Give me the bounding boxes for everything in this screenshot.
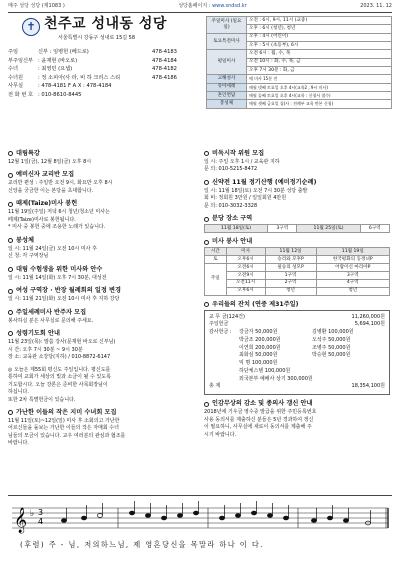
section-line: 님들의 모금이 있습니다. 교우 여러분의 관심과 협조를 xyxy=(8,432,126,439)
mass-service-section xyxy=(204,238,392,295)
contact-row xyxy=(8,74,204,83)
top-strip xyxy=(8,3,392,12)
bullet-icon xyxy=(204,402,209,407)
notice-taize xyxy=(8,200,198,231)
table-row xyxy=(205,256,390,264)
site-label: 성당홈페이지 : xyxy=(178,3,211,9)
bulletin-name: 매주 성당 성당 (제1083 ) xyxy=(8,3,65,9)
bullet-icon xyxy=(8,410,13,415)
offering-total xyxy=(209,383,385,391)
bullet-icon xyxy=(204,217,209,222)
donor: 박금조 200,000원 xyxy=(239,336,281,343)
donor: 하단체스텐 100,000원 xyxy=(239,367,291,374)
schedule-row xyxy=(207,50,392,58)
schedule-label: 토요특전미사 xyxy=(207,33,247,50)
schedule-value: 오전 10시 : 화, 수, 목, 금 xyxy=(247,58,392,66)
section-title: 우리들의 잔치 (연중 제31주일) xyxy=(212,300,299,308)
section-line: 문 의: 010-5215-8472 xyxy=(204,166,258,173)
notice-prayer-meeting xyxy=(8,330,198,361)
table-cell: 청년 xyxy=(265,287,316,295)
section-title: 성령기도회 안내 xyxy=(16,330,60,338)
donor: 최화심 50,000원 xyxy=(239,352,278,359)
donor: 박승현 50,000원 xyxy=(312,352,351,359)
bullet-icon xyxy=(204,151,209,156)
district-section xyxy=(204,215,392,233)
section-line: 일 시: 11월 18일(토) 오전 7시 30분 성당 출발 xyxy=(204,187,308,194)
notice-advent-lecture xyxy=(8,150,198,166)
table-cell: 주일 xyxy=(205,264,227,296)
section-line: 11월 19일(주일) 저녁 6시 청년/청소년 미사는 xyxy=(8,209,110,216)
contact-value: : 478-4181 F A X : 478-4184 xyxy=(38,83,112,90)
donor: 이연희 200,000원 xyxy=(239,344,281,351)
donor: 익 명 100,000원 xyxy=(239,360,278,367)
cross-icon: ✝ xyxy=(22,18,40,36)
left-column xyxy=(8,150,198,453)
hymn-lyrics: (후렴) 주 - 님, 저의하느님, 제 영혼당신을 목말라 하나 이 다. xyxy=(20,540,264,549)
mass-schedule-table xyxy=(206,16,392,109)
bullet-icon xyxy=(8,238,13,243)
contact-value: 신부 : 임병헌 (베드로) xyxy=(38,49,89,56)
site-url[interactable]: www.sndsd.kr xyxy=(212,3,247,9)
schedule-row xyxy=(207,91,392,99)
section-line: 일 시: 주일 오후 1시 / 교육관 지하 xyxy=(204,158,280,165)
donor: 외국본부 예배사 상기 300,000원 xyxy=(239,375,313,382)
table-cell: 오전9시 xyxy=(226,271,265,279)
contact-label: 주임 xyxy=(8,49,19,56)
table-cell: 3구역 xyxy=(268,225,297,233)
contact-row xyxy=(8,91,204,100)
bullet-icon xyxy=(8,173,13,178)
notice-meeting-change xyxy=(8,287,198,303)
contact-value: : 윤재현 (바오로) xyxy=(38,57,78,64)
table-row xyxy=(205,264,390,272)
schedule-label: 유아세례 xyxy=(207,83,247,91)
contact-label: 수녀원 xyxy=(8,74,24,81)
mass-service-table xyxy=(204,247,390,296)
table-cell: 한국평화의 동정녀P xyxy=(316,256,389,264)
contact-row xyxy=(8,57,204,66)
contact-phone: 478-4184 xyxy=(152,57,177,64)
table-cell: 11월 18일(토) xyxy=(205,225,268,233)
section-line: 2018년에 기우금 영수증 발급을 위한 주민등록번호 xyxy=(204,409,317,416)
contact-phone: 478-4182 xyxy=(152,66,177,73)
section-title: 가난한 이들의 작은 지미 수녀회 모집 xyxy=(16,409,117,416)
site-link-wrap xyxy=(178,3,247,12)
table-header: 시간 xyxy=(205,248,227,256)
table-cell: 6구역 xyxy=(360,225,389,233)
table-cell: 2구역 xyxy=(265,279,316,287)
section-line: 일 시: 11월 21일(화) 오전 10시 미사 후 지하 강당 xyxy=(8,296,120,303)
notice-pilgrimage xyxy=(204,179,392,210)
section-title: 신약전 11월 정기산행 (예미정기순례) xyxy=(212,178,317,186)
notice-communion-sick xyxy=(8,237,198,261)
offering-amount: 11,260,000원 xyxy=(351,313,385,320)
schedule-label: 혼인면담 xyxy=(207,91,247,99)
donor: 김병환 100,000원 xyxy=(312,329,354,336)
table-cell: 11월 25일(토) xyxy=(297,225,360,233)
section-title: 비독시작 위원 모집 xyxy=(212,150,265,157)
section-line: 바랍니다. xyxy=(8,440,29,447)
table-cell: 오후6시 xyxy=(226,256,265,264)
table-cell: 오후6시 xyxy=(226,287,265,295)
contact-value: : 010-8610-8445 xyxy=(38,92,82,99)
notice-laity-sunday xyxy=(8,367,198,405)
table-cell: 청년 xyxy=(316,287,389,295)
section-line: 떼제(Taize)미사로 봉헌됩니다. xyxy=(8,216,76,223)
offering-label: 주일헌금 xyxy=(209,321,229,328)
contact-value: : 정 소피아(사 라, 비 하 크리스 스티 xyxy=(38,74,121,81)
section-line: 이 필요하니, 사무실에 새로이 동의서를 제출해 주 xyxy=(204,424,312,431)
contact-row xyxy=(8,48,204,57)
section-line: 하십니다. xyxy=(8,389,29,395)
section-line: * 미사 중 봉헌 중에 조용한 노래가 있습니다. xyxy=(8,224,106,231)
contact-phone: 478-4183 xyxy=(152,49,177,56)
section-line: 신 청: 각 구역장님 xyxy=(8,253,49,260)
section-line: 또한 2차 특별헌금이 있습니다. xyxy=(8,396,76,403)
schedule-row xyxy=(207,100,392,108)
church-title: 천주교 성내동 성당 xyxy=(44,16,167,32)
schedule-value: 매월 넷째 토요일 오후 4시(교육2 , 9시 미사) xyxy=(247,83,392,91)
hymn-staff xyxy=(8,500,392,540)
section-title: 봉성체 xyxy=(16,236,34,244)
table-row xyxy=(205,271,390,279)
table-cell: 4구역 xyxy=(316,279,389,287)
bullet-icon xyxy=(8,267,13,272)
section-title: 미사 봉사 안내 xyxy=(212,238,253,246)
schedule-value: 오후 : 6시 (청년), 청년 xyxy=(247,25,392,33)
schedule-value: 오후 : 5시 (초등부), 6시 xyxy=(247,41,392,49)
section-title: 분당 장소 구역 xyxy=(212,215,253,223)
thanks-offering-list xyxy=(209,329,385,383)
notice-catechumen xyxy=(8,171,198,195)
schedule-value: 오전 6시 : 월, 수, 목 xyxy=(247,50,392,58)
section-title: 대림 수험생을 위한 미사와 안수 xyxy=(16,265,103,273)
section-line: 어르신들을 돌보는 가난한 이들의 작은 자매회 수녀 xyxy=(8,425,119,432)
offering-box xyxy=(204,310,390,396)
total-label: 총 계 xyxy=(209,383,221,390)
table-row xyxy=(205,225,390,233)
notice-sisters-fundraising xyxy=(8,409,198,448)
section-line: 회 비: 정회원 3만원 / 일일회원 4만원 xyxy=(204,195,287,202)
schedule-label: 고해성사 xyxy=(207,75,247,83)
thanks-label: 감사헌금 : xyxy=(209,329,232,336)
section-line: 교리반 편성 : 주일반 오전 9시, 화요반 오후 8시 xyxy=(8,180,113,187)
svg-text:4: 4 xyxy=(38,517,44,526)
section-title: 주일세례미사 반주자 모집 xyxy=(16,308,87,316)
section-line: 11월 23일(목): 말씀 강사(문재현 바오로 신부님) xyxy=(8,339,116,345)
table-header: 미사 xyxy=(226,248,265,256)
offering-label: 교 무 금(124건) xyxy=(209,313,245,320)
section-line: 12월 1일(금), 12월 8일(금) 오후 8시 xyxy=(8,158,92,165)
table-header-row xyxy=(205,248,390,256)
schedule-row xyxy=(207,17,392,25)
issue-date: 2023. 11. 12 xyxy=(360,3,392,9)
schedule-row xyxy=(207,75,392,83)
bottom-divider xyxy=(8,495,392,496)
section-line: 기도합시다. 오늘 강론은 준비한 사목회장님이 xyxy=(8,381,108,388)
section-title: 때제(Taize)미사 봉헌 xyxy=(16,200,78,208)
table-cell: 승리와 모후P xyxy=(265,256,316,264)
contact-label: 수녀 xyxy=(8,66,19,73)
donor: 오석주 50,000원 xyxy=(312,336,351,343)
section-title: 여성 구역장 · 반장 월례회의 일정 변경 xyxy=(16,287,121,295)
section-line: 통하여 교회가 세상의 빛과 소금이 될 수 있도록 xyxy=(8,374,111,380)
section-line: 문 의: 010-3032-3328 xyxy=(204,202,258,209)
schedule-value: 매 미사 15분 전 xyxy=(247,75,392,83)
contact-row xyxy=(8,82,204,91)
bullet-icon xyxy=(8,331,13,336)
section-line: 장 소: 교육관 소강당(지하) / 010-8872-6147 xyxy=(8,354,111,360)
bullet-icon xyxy=(8,310,13,315)
table-cell: 3구역 xyxy=(316,271,389,279)
notice-accompanist xyxy=(8,309,198,325)
section-line: 시기 바랍니다. xyxy=(204,431,237,438)
notice-consent-renewal xyxy=(204,400,392,439)
schedule-label: 주일미사 (일요일) xyxy=(207,17,247,34)
bullet-icon xyxy=(204,240,209,245)
table-cell: 1구역 xyxy=(265,271,316,279)
contact-row xyxy=(8,65,204,74)
bullet-icon xyxy=(8,202,13,207)
schedule-row xyxy=(207,83,392,91)
section-line: 사용 동의서를 제출하신 분들은 5년 경과하여 갱신 xyxy=(204,416,314,423)
table-cell: 오전11시 xyxy=(226,279,265,287)
table-cell: 필승의 성모P xyxy=(265,264,316,272)
treble-clef-icon: 𝄞 xyxy=(14,508,28,533)
contact-phone: 478-4186 xyxy=(152,74,177,81)
section-line: 11월 11일(토)~12일(일) 미사 후 소회의고 가난한 xyxy=(8,417,120,424)
section-title: 대림특강 xyxy=(16,150,40,157)
bullet-icon xyxy=(8,289,13,294)
svg-text:♭: ♭ xyxy=(30,509,35,519)
bullet-icon xyxy=(204,302,209,307)
table-cell: 어람이신 마리아P xyxy=(316,264,389,272)
notice-exam-mass xyxy=(8,266,198,282)
church-address: 서울특별시 강동구 성내로 15길 58 xyxy=(58,35,136,41)
section-title: 예비신자 교리반 모집 xyxy=(16,171,75,179)
schedule-value: 매월 둘째 토요일 오후 4시(교육 : 신청서 접수) xyxy=(247,91,392,99)
section-title: 인감무상의 감소 및 종의사 갱신 안내 xyxy=(212,400,313,408)
top-divider xyxy=(8,12,392,13)
district-table xyxy=(204,224,390,233)
total-amount: 18,354,100원 xyxy=(351,383,385,390)
schedule-row xyxy=(207,33,392,41)
schedule-value: 오후 : 4시 (어린이) xyxy=(247,33,392,41)
section-line: 시 간: 오후 7시 30분 ~ 9시 30분 xyxy=(8,346,83,353)
schedule-value: 매월 셋째 금요일 집(사 : 전례부 교육 반본 신청) xyxy=(247,100,392,108)
donor: 조병주 50,000원 xyxy=(312,344,351,351)
right-column xyxy=(204,150,392,444)
bullet-icon xyxy=(8,151,13,156)
notice-recruit xyxy=(204,150,392,174)
table-cell: 오전6시 xyxy=(226,264,265,272)
table-row xyxy=(205,287,390,295)
contact-label: 전 화 번 호 xyxy=(8,92,33,99)
table-header: 11월 12일 xyxy=(265,248,316,256)
schedule-value: 오전 : 6시, 9시, 11시 (교중) xyxy=(247,17,392,25)
section-line: ◎ 오늘은 제55회 평신도 주일입니다. 평신도를 xyxy=(8,366,111,373)
schedule-value: 오후 7시 30분 : 화, 금 xyxy=(247,66,392,74)
contact-label: 부주임신부 xyxy=(8,57,34,64)
table-row xyxy=(205,279,390,287)
offering-section xyxy=(204,301,392,395)
table-cell: 토 xyxy=(205,256,227,264)
section-line: 일 시: 11월 14일(화) 오후 7시 30분, 대성전 xyxy=(8,274,107,281)
contact-list xyxy=(8,48,204,100)
offering-amount: 5,694,100원 xyxy=(354,321,385,328)
offering-line xyxy=(209,321,385,329)
schedule-label: 평일미사 xyxy=(207,50,247,75)
contact-label: 사무실 xyxy=(8,83,24,90)
table-header: 11월 19일 xyxy=(316,248,389,256)
section-line: 봉사하실 분은 사무실로 문의해 주세요. xyxy=(8,317,94,324)
contact-value: : 최영민 (요셉) xyxy=(38,66,73,73)
section-line: 신앙을 궁금한 이는 본당을 초대합니다. xyxy=(8,187,94,194)
schedule-label: 봉성체 xyxy=(207,100,247,108)
bullet-icon xyxy=(204,180,209,185)
donor: 강금자 50,000원 xyxy=(239,329,278,336)
svg-text:3: 3 xyxy=(38,508,44,517)
section-line: 일 시: 11월 24일(금) 오전 10시 미사 후 xyxy=(8,245,97,252)
